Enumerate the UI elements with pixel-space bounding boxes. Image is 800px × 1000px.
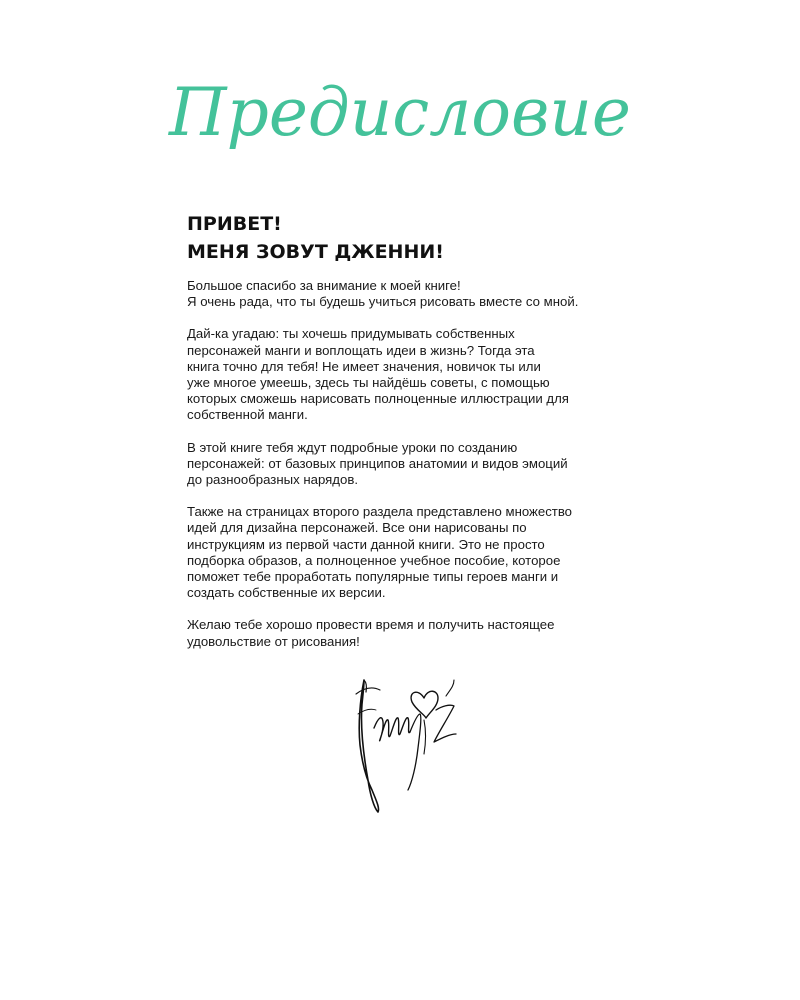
text-line: Большое спасибо за внимание к моей книге! <box>187 278 461 293</box>
text-line: уже многое умеешь, здесь ты найдёшь советы, с помощью <box>187 375 550 391</box>
paragraph-5 <box>187 617 627 649</box>
text-line: удовольствие от рисования! <box>187 633 360 649</box>
text-line: персонажей: от базовых принципов анатомии и видов эмоций <box>187 455 568 471</box>
text-line: до разнообразных нарядов. <box>187 472 358 488</box>
greeting-line-2: МЕНЯ ЗОВУТ ДЖЕННИ! <box>187 241 444 263</box>
body-text <box>187 278 627 666</box>
page-title: Предисловие <box>169 74 631 151</box>
text-line: персонажей манги и воплощать идеи в жизнь? Тогда эта <box>187 342 535 358</box>
text-line: Также на страницах второго раздела представлено множество <box>187 504 573 520</box>
text-line: поможет тебе проработать популярные типы героев манги и <box>187 569 559 585</box>
text-line: подборка образов, а полноценное учебное пособие, которое <box>187 552 561 568</box>
text-line: Желаю тебе хорошо провести время и получить настоящее <box>187 617 555 633</box>
text-line: В этой книге тебя ждут подробные уроки по созданию <box>187 439 518 455</box>
text-line: Дай-ка угадаю: ты хочешь придумывать собственных <box>187 326 515 342</box>
text-line: инструкциям из первой части данной книги. Это не просто <box>187 536 545 552</box>
text-line: создать собственные их версии. <box>187 585 386 601</box>
text-line: идей для дизайна персонажей. Все они нарисованы по <box>187 520 527 536</box>
text-line: которых сможешь нарисовать полноценные иллюстрации для <box>187 391 569 407</box>
handwritten-signature-icon <box>350 670 470 820</box>
text-line: книга точно для тебя! Не имеет значения, новичок ты или <box>187 358 541 374</box>
paragraph-4 <box>187 504 627 601</box>
text-line: Я очень рада, что ты будешь учиться рисовать вместе со мной. <box>187 294 579 310</box>
greeting-line-1: ПРИВЕТ! <box>187 213 282 235</box>
paragraph-3 <box>187 440 627 489</box>
paragraph-2 <box>187 326 627 423</box>
greeting-heading <box>187 210 444 266</box>
paragraph-1 <box>187 278 627 310</box>
text-line: собственной манги. <box>187 407 308 423</box>
